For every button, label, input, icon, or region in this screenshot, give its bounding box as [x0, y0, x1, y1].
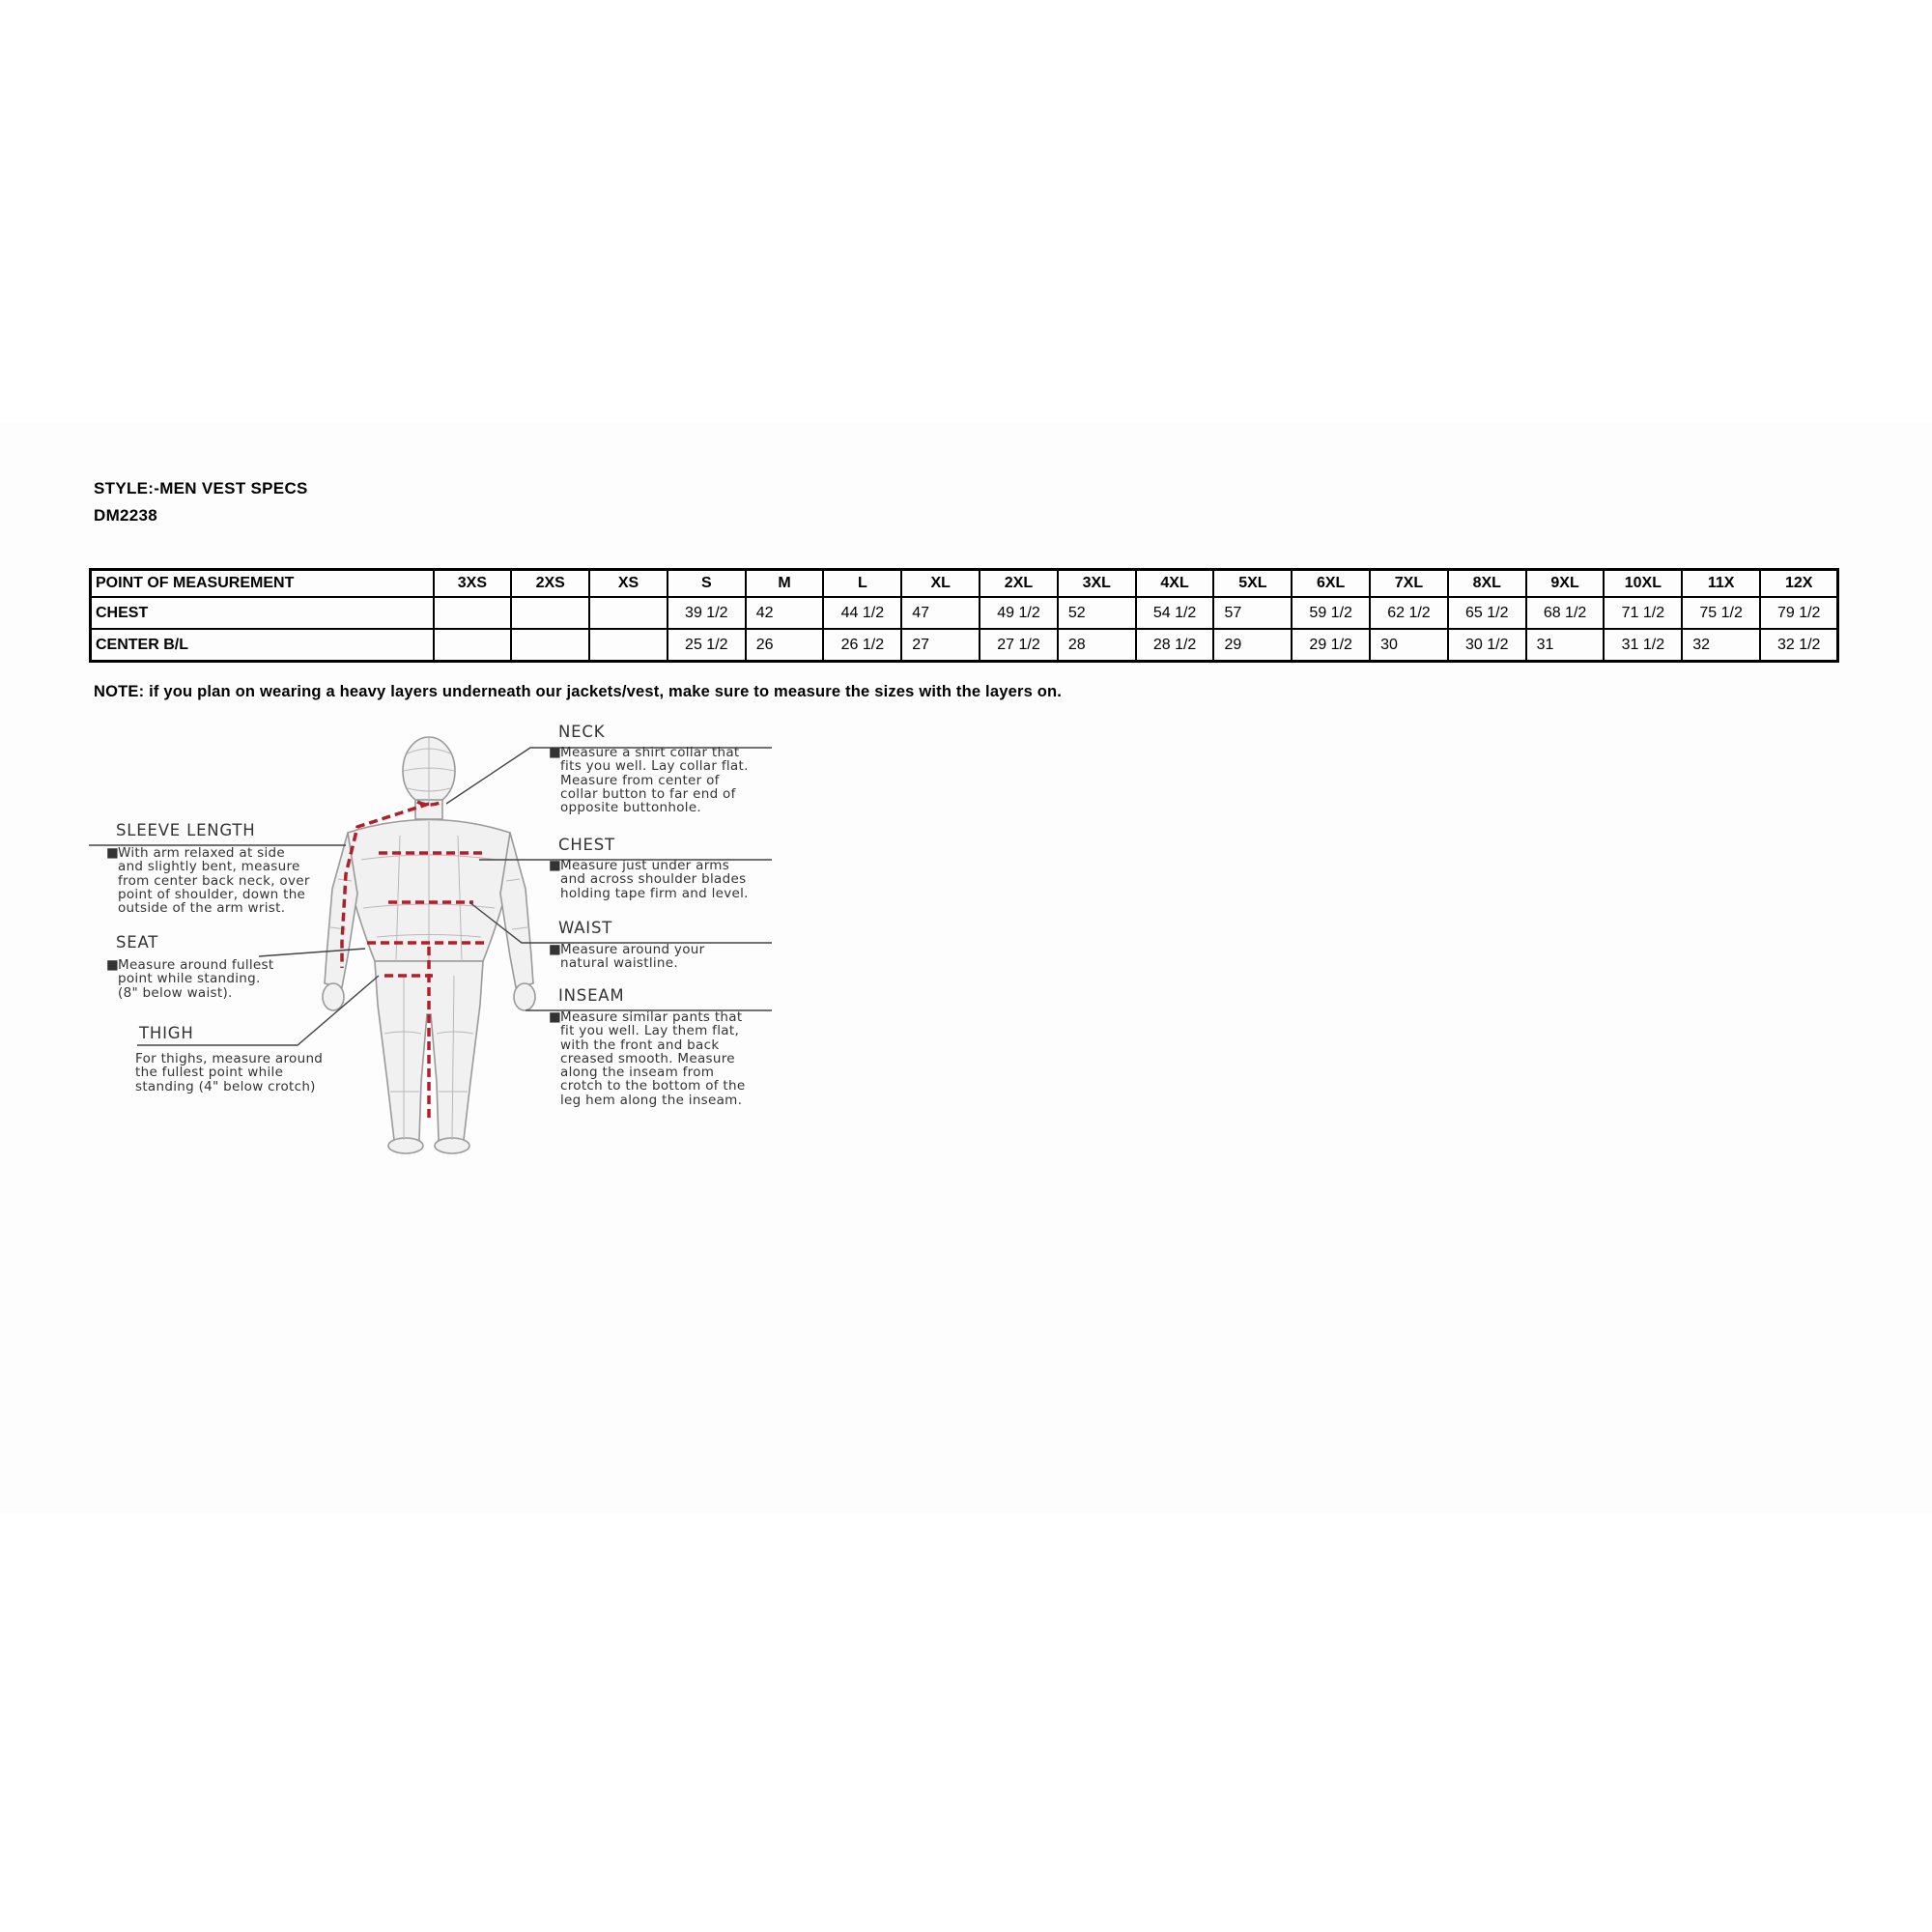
chest-description	[549, 858, 749, 901]
desc-line: natural waistline.	[560, 955, 678, 972]
size-header: 6XL	[1292, 570, 1370, 598]
size-header: XL	[901, 570, 980, 598]
size-header: XS	[589, 570, 668, 598]
table-cell: 44 1/2	[823, 597, 901, 629]
thigh-description	[135, 1052, 323, 1094]
size-header: 2XS	[511, 570, 589, 598]
table-cell: 27	[901, 629, 980, 662]
table-cell: 54 1/2	[1136, 597, 1214, 629]
row-label: CENTER B/L	[91, 629, 434, 662]
desc-line: holding tape firm and level.	[560, 885, 749, 901]
table-cell: 25 1/2	[668, 629, 746, 662]
bullet-icon: ■	[106, 845, 120, 861]
table-cell: 52	[1058, 597, 1136, 629]
size-header: 3XL	[1058, 570, 1136, 598]
desc-line: collar button to far end of	[560, 785, 736, 802]
desc-line: With arm relaxed at side	[118, 845, 286, 861]
size-header: 10XL	[1604, 570, 1682, 598]
table-cell: 57	[1213, 597, 1292, 629]
table-cell: 47	[901, 597, 980, 629]
size-header: S	[668, 570, 746, 598]
table-cell: 31 1/2	[1604, 629, 1682, 662]
table-cell: 29	[1213, 629, 1292, 662]
size-spec-table	[89, 568, 1839, 663]
size-header: 9XL	[1526, 570, 1605, 598]
desc-line: (8" below waist).	[118, 984, 233, 1001]
waist-label: WAIST	[558, 919, 613, 937]
table-cell: 79 1/2	[1760, 597, 1838, 629]
table-cell: 27 1/2	[980, 629, 1058, 662]
table-cell: 75 1/2	[1682, 597, 1760, 629]
inseam-label: INSEAM	[558, 986, 625, 1005]
table-cell: 30	[1370, 629, 1448, 662]
table-cell: 26	[746, 629, 824, 662]
table-cell: 68 1/2	[1526, 597, 1605, 629]
table-cell: 29 1/2	[1292, 629, 1370, 662]
table-cell: 30 1/2	[1448, 629, 1526, 662]
table-cell	[589, 629, 668, 662]
desc-line: point while standing.	[118, 971, 261, 987]
table-cell: 49 1/2	[980, 597, 1058, 629]
neck-label: NECK	[558, 723, 606, 741]
pom-header: POINT OF MEASUREMENT	[91, 570, 434, 598]
seat-description	[106, 957, 274, 1001]
size-header: 3XS	[434, 570, 512, 598]
table-cell	[511, 597, 589, 629]
desc-line: Measure around your	[560, 942, 705, 957]
desc-line: Measure a shirt collar that	[560, 745, 740, 760]
desc-line: Measure just under arms	[560, 858, 730, 873]
table-cell	[589, 597, 668, 629]
measurement-diagram	[89, 715, 784, 1159]
table-cell: 39 1/2	[668, 597, 746, 629]
table-cell: 62 1/2	[1370, 597, 1448, 629]
table-cell: 32 1/2	[1760, 629, 1838, 662]
desc-line: from center back neck, over	[118, 872, 310, 889]
seat-label: SEAT	[116, 933, 159, 952]
neck-description	[549, 745, 749, 816]
desc-line: and slightly bent, measure	[118, 859, 300, 875]
size-header: M	[746, 570, 824, 598]
thigh-label: THIGH	[139, 1024, 194, 1042]
bullet-icon: ■	[549, 1009, 562, 1025]
table-cell: 65 1/2	[1448, 597, 1526, 629]
desc-line: outside of the arm wrist.	[118, 900, 286, 917]
desc-line: Measure around fullest	[118, 957, 274, 973]
desc-line: and across shoulder blades	[560, 871, 747, 888]
sleeve-length-label: SLEEVE LENGTH	[116, 821, 256, 839]
desc-line: Measure from center of	[560, 772, 720, 788]
size-header: L	[823, 570, 901, 598]
chest-label: CHEST	[558, 836, 615, 854]
size-header: 2XL	[980, 570, 1058, 598]
desc-line: along the inseam from	[560, 1065, 715, 1081]
size-header: 7XL	[1370, 570, 1448, 598]
desc-line: standing (4" below crotch)	[135, 1078, 316, 1094]
table-cell	[511, 629, 589, 662]
inseam-description	[549, 1009, 746, 1108]
desc-line: crotch to the bottom of the	[560, 1078, 746, 1094]
size-header: 5XL	[1213, 570, 1292, 598]
row-label: CHEST	[91, 597, 434, 629]
desc-line: leg hem along the inseam.	[560, 1092, 743, 1108]
bullet-icon: ■	[549, 745, 562, 760]
table-row-center-bl	[91, 629, 1838, 662]
bullet-icon: ■	[549, 942, 562, 957]
table-cell: 28	[1058, 629, 1136, 662]
desc-line: the fullest point while	[135, 1065, 284, 1081]
table-header-row	[91, 570, 1838, 598]
size-header: 12X	[1760, 570, 1838, 598]
table-cell	[434, 597, 512, 629]
desc-line: point of shoulder, down the	[118, 886, 306, 902]
table-cell: 59 1/2	[1292, 597, 1370, 629]
desc-line: creased smooth. Measure	[560, 1050, 735, 1066]
table-cell: 31	[1526, 629, 1605, 662]
size-header: 4XL	[1136, 570, 1214, 598]
table-cell: 28 1/2	[1136, 629, 1214, 662]
size-header: 11X	[1682, 570, 1760, 598]
sleeve-length-description	[106, 845, 310, 917]
desc-line: Measure similar pants that	[560, 1009, 743, 1025]
table-cell: 26 1/2	[823, 629, 901, 662]
desc-line: fit you well. Lay them flat,	[560, 1023, 740, 1039]
table-row-chest	[91, 597, 1838, 629]
table-cell: 32	[1682, 629, 1760, 662]
desc-line: fits you well. Lay collar flat.	[560, 758, 749, 775]
table-cell	[434, 629, 512, 662]
size-header: 8XL	[1448, 570, 1526, 598]
desc-line: opposite buttonhole.	[560, 800, 702, 816]
bullet-icon: ■	[106, 957, 120, 973]
style-code: DM2238	[94, 506, 158, 525]
table-cell: 71 1/2	[1604, 597, 1682, 629]
bullet-icon: ■	[549, 858, 562, 873]
desc-line: For thighs, measure around	[135, 1051, 324, 1066]
style-heading: STYLE:-MEN VEST SPECS	[94, 479, 308, 497]
layering-note: NOTE: if you plan on wearing a heavy layers underneath our jackets/vest, make sure to measure the sizes with the layers on.	[94, 683, 1063, 700]
table-cell: 42	[746, 597, 824, 629]
desc-line: with the front and back	[560, 1037, 720, 1053]
waist-description	[549, 942, 705, 972]
